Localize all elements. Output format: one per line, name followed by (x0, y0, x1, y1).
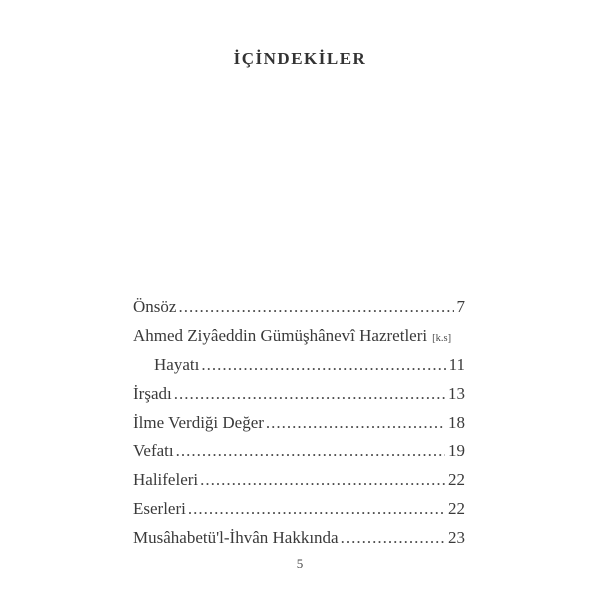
toc-entry (133, 466, 465, 495)
toc-entry-label: İlme Verdiği Değer (133, 412, 264, 432)
page-title: İÇİNDEKİLER (233, 49, 367, 68)
toc-entry-label: Eserleri (133, 499, 186, 519)
toc-entry-label: Vefatı (133, 441, 174, 461)
toc-entry-page-number: 11 (448, 354, 465, 374)
toc-entry (133, 409, 465, 438)
toc-dot-leader (176, 437, 445, 466)
toc-entry-label: Önsöz (133, 297, 177, 316)
toc-entry (133, 351, 465, 380)
toc-entry-suffix: [k.s] (432, 332, 452, 344)
toc-entry-label: Ahmed Ziyâeddin Gümüşhânevî Hazretleri (133, 325, 428, 345)
toc-dot-leader (341, 524, 445, 553)
toc-entry-page-number: 19 (448, 441, 465, 461)
toc-entry (133, 524, 465, 553)
toc-dot-leader (174, 380, 445, 409)
toc-entry (133, 322, 465, 351)
toc-entry-label: Musâhabetü'l-İhvân Hakkında (133, 528, 339, 548)
toc-dot-leader (188, 495, 445, 524)
toc-entry (133, 495, 465, 524)
toc-list (133, 293, 465, 553)
toc-entry-page-number: 22 (448, 499, 465, 519)
toc-entry-page-number: 22 (448, 470, 465, 490)
toc-dot-leader (266, 409, 445, 438)
toc-dot-leader (178, 293, 453, 322)
toc-dot-leader (201, 351, 445, 380)
toc-entry-label: İrşadı (133, 383, 172, 403)
toc-entry-page-number: 18 (448, 412, 465, 432)
toc-entry-page-number: 13 (448, 383, 465, 403)
toc-entry-label: Halifeleri (133, 470, 199, 490)
toc-entry (133, 380, 465, 409)
toc-entry (133, 437, 465, 466)
toc-entry-page-number: 23 (448, 528, 465, 548)
toc-entry-page-number: 7 (456, 297, 465, 316)
page-number-footer: 5 (296, 556, 304, 571)
toc-entry (133, 293, 465, 322)
toc-entry-label: Hayatı (154, 354, 200, 374)
toc-dot-leader (200, 466, 445, 495)
